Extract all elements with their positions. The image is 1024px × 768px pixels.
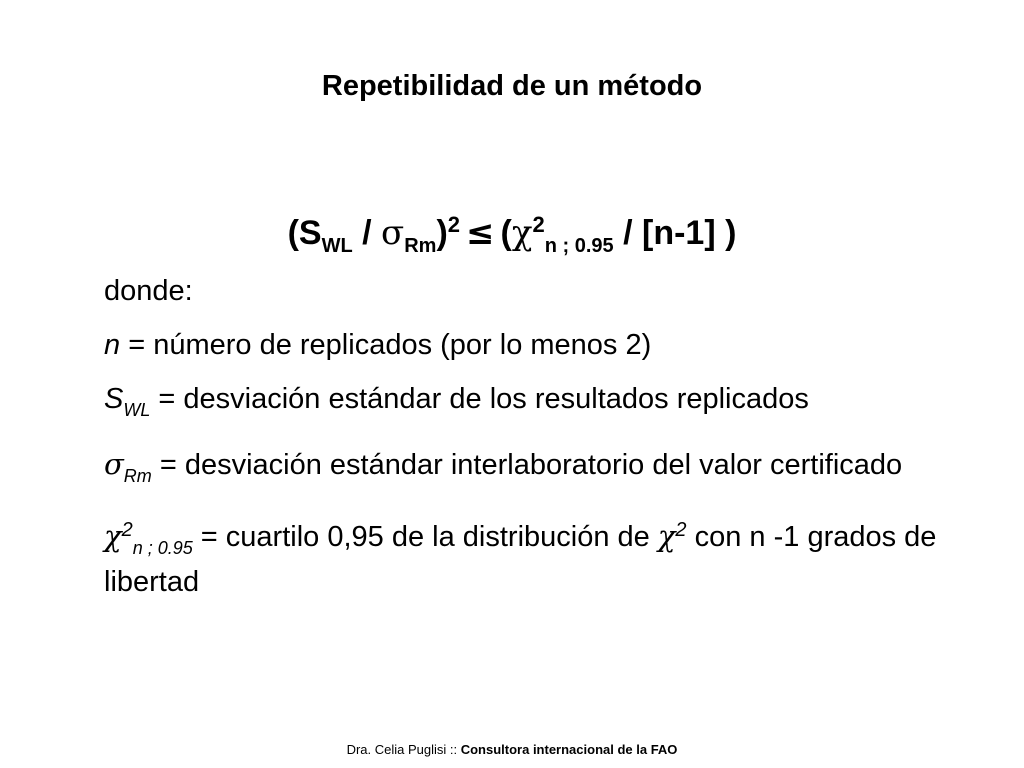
chi-superscript: 2 — [121, 519, 133, 541]
definition-n — [104, 328, 984, 362]
slide-title: Repetibilidad de un método — [321, 70, 703, 102]
definition-sigma — [104, 447, 984, 493]
n-description: = número de replicados (por lo menos 2) — [120, 329, 652, 361]
definition-chi — [104, 513, 984, 599]
chi-variable: χ — [104, 519, 122, 553]
formula-chi: χ — [511, 213, 533, 253]
swl-variable: S — [104, 383, 124, 415]
n-variable: n — [104, 329, 121, 361]
footer-separator: :: — [446, 742, 461, 757]
definition-swl — [104, 382, 984, 427]
repeatability-formula — [0, 200, 1024, 271]
formula-s-subscript: WL — [321, 235, 353, 257]
footer-author: Dra. Celia Puglisi — [346, 742, 447, 757]
chi-description-part1: = cuartilo 0,95 de la distribución de — [192, 521, 658, 553]
formula-sigma: σ — [381, 213, 405, 253]
formula-chi-exponent: 2 — [532, 212, 545, 237]
sigma-description: = desviación estándar interlaboratorio del valor certificado — [151, 449, 903, 481]
formula-sigma-subscript: Rm — [404, 235, 437, 257]
chi-subscript: n ; 0.95 — [132, 538, 193, 558]
sigma-variable: σ — [104, 447, 124, 481]
chi-inline-symbol: χ — [657, 519, 676, 553]
swl-subscript: WL — [123, 400, 151, 420]
donde-label: donde: — [104, 275, 193, 307]
sigma-subscript: Rm — [123, 466, 152, 486]
definition-donde — [104, 274, 984, 308]
formula-slash: / — [352, 214, 382, 252]
slide-footer — [0, 742, 1024, 758]
formula-rest: / [n-1] ) — [613, 214, 737, 252]
formula-s: (S — [287, 214, 322, 252]
formula-close-paren: ) — [436, 214, 448, 252]
formula-leq: ≤ — [466, 213, 495, 253]
chi-inline-superscript: 2 — [675, 519, 687, 541]
formula-open-paren: ( — [500, 214, 512, 252]
definitions — [104, 274, 984, 619]
formula-exponent: 2 — [447, 212, 461, 237]
swl-description: = desviación estándar de los resultados replicados — [150, 383, 809, 415]
footer-role: Consultora internacional de la FAO — [460, 742, 678, 757]
chi-description-part2: con n -1 grados de libertad — [104, 521, 937, 598]
formula-chi-subscript: n ; 0.95 — [544, 235, 614, 257]
